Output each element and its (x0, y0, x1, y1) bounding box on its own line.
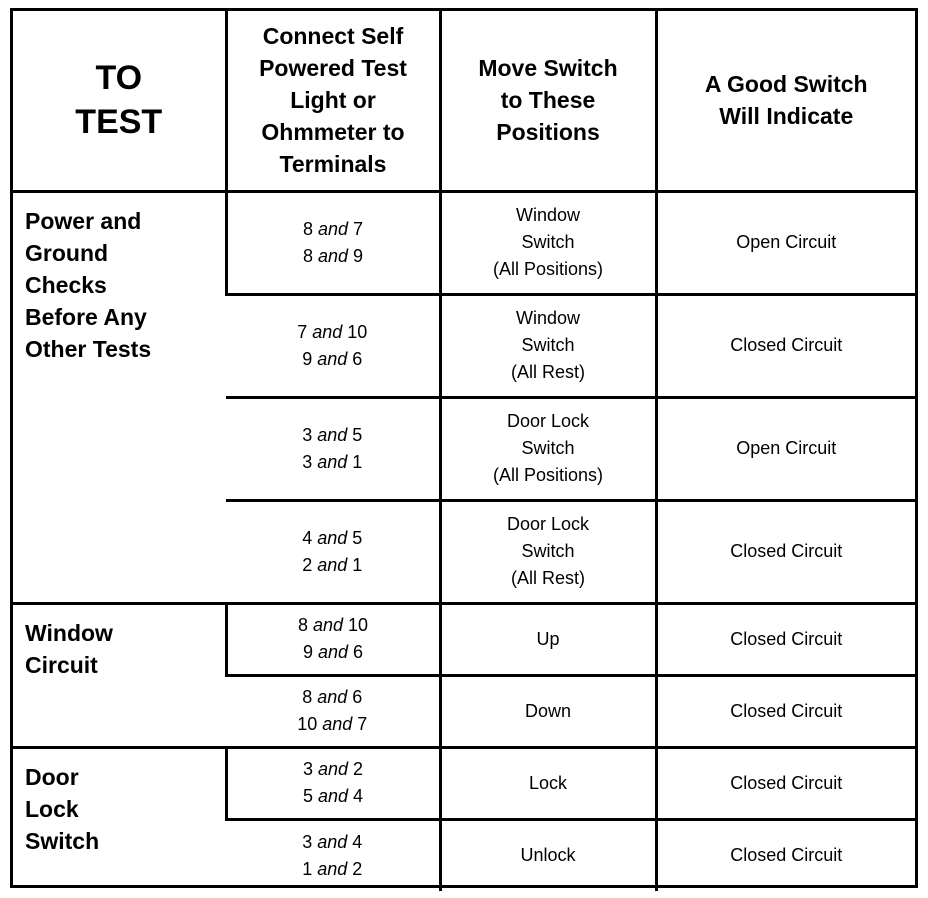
header-line: Light or (290, 87, 376, 114)
table-row (13, 603, 915, 675)
position-line: Switch (521, 335, 575, 355)
header-line: Will Indicate (719, 103, 854, 130)
header-line: Move Switch (478, 55, 618, 82)
terminals-cell (226, 819, 440, 891)
result-cell: Closed Circuit (656, 819, 915, 891)
positions-cell (440, 191, 656, 294)
and-word: and (317, 245, 349, 266)
and-word: and (317, 348, 348, 369)
header-line: TO (95, 59, 143, 98)
header-line: A Good Switch (704, 71, 868, 98)
section-label-line: Checks (25, 271, 107, 298)
section-label-line: Switch (25, 827, 100, 854)
terminal-number: 5 (352, 424, 363, 445)
and-word: and (317, 451, 348, 472)
terminals-cell (226, 500, 440, 603)
terminal-number: 2 (352, 858, 363, 879)
terminal-pair (228, 243, 439, 270)
terminal-number: 6 (352, 687, 363, 707)
position-line: Switch (521, 541, 575, 561)
header-connect-terminals (226, 11, 440, 191)
position-line: (All Rest) (510, 362, 585, 382)
terminal-number: 2 (353, 759, 364, 779)
terminal-pair (226, 552, 439, 579)
terminal-pair (226, 856, 439, 883)
terminal-number: 9 (353, 245, 364, 266)
terminals-cell (226, 675, 440, 747)
terminals-cell (226, 603, 440, 675)
positions-cell (440, 675, 656, 747)
terminal-number: 5 (352, 527, 363, 548)
positions-cell (440, 397, 656, 500)
section-label-line: Lock (25, 795, 79, 822)
section-label (13, 603, 226, 747)
positions-cell (440, 294, 656, 397)
terminal-number: 3 (302, 451, 313, 472)
terminal-number: 3 (302, 424, 313, 445)
section-label-line: Other Tests (25, 335, 152, 362)
header-line: Ohmmeter to (261, 119, 405, 146)
header-line: Positions (496, 119, 600, 146)
position-line: Unlock (520, 845, 576, 866)
terminal-number: 7 (357, 714, 368, 734)
terminal-pair (228, 639, 439, 666)
position-line: Switch (521, 438, 575, 458)
terminal-number: 8 (297, 615, 308, 635)
terminal-number: 1 (302, 858, 313, 879)
terminal-number: 6 (353, 642, 364, 662)
result-cell: Closed Circuit (656, 294, 915, 397)
and-word: and (322, 714, 353, 734)
and-word: and (317, 527, 348, 548)
header-good-switch-indicates (656, 11, 915, 191)
position-line: Door Lock (506, 411, 590, 431)
result-cell: Closed Circuit (656, 603, 915, 675)
terminal-number: 2 (302, 554, 313, 575)
terminal-pair (228, 783, 439, 810)
position-line: Switch (521, 232, 575, 252)
terminal-number: 10 (297, 714, 318, 734)
and-word: and (317, 759, 349, 779)
terminal-pair (228, 216, 439, 243)
result-cell: Closed Circuit (656, 675, 915, 747)
terminal-pair (226, 684, 439, 711)
header-to-test (13, 11, 226, 191)
terminal-pair (226, 829, 439, 856)
position-line: Door Lock (506, 514, 590, 534)
result-cell: Closed Circuit (656, 500, 915, 603)
section-label-line: Circuit (25, 651, 98, 678)
terminal-number: 9 (302, 348, 313, 369)
header-line: to These (500, 87, 596, 114)
section-label-line: Ground (25, 239, 109, 266)
terminal-number: 4 (353, 786, 364, 806)
switch-test-table (13, 11, 915, 891)
terminal-pair (228, 612, 439, 639)
terminal-number: 4 (302, 527, 313, 548)
header-line: Terminals (279, 151, 387, 178)
table-row (13, 747, 915, 819)
terminal-number: 3 (302, 759, 313, 779)
terminal-pair (226, 449, 439, 476)
result-cell: Open Circuit (656, 191, 915, 294)
position-line: (All Positions) (492, 465, 604, 485)
position-line: Window (515, 205, 581, 225)
terminal-number: 8 (302, 245, 313, 266)
terminal-number: 3 (302, 831, 313, 852)
position-line: Lock (528, 772, 568, 793)
header-row (13, 11, 915, 191)
terminal-number: 8 (302, 218, 313, 239)
terminal-pair (226, 525, 439, 552)
position-line: Window (515, 308, 581, 328)
section-label-line: Door (25, 763, 79, 790)
and-word: and (317, 831, 348, 852)
and-word: and (317, 786, 349, 806)
and-word: and (317, 687, 348, 707)
and-word: and (317, 554, 348, 575)
terminal-number: 4 (352, 831, 363, 852)
terminal-number: 1 (352, 451, 363, 472)
terminal-pair (226, 346, 439, 373)
section-label (13, 191, 226, 603)
position-line: Down (524, 700, 572, 721)
section-label-line: Before Any (25, 303, 147, 330)
and-word: and (317, 858, 348, 879)
terminal-number: 10 (348, 615, 369, 635)
result-cell: Closed Circuit (656, 747, 915, 819)
terminal-pair (228, 756, 439, 783)
table-body (13, 191, 915, 891)
header-line: Powered Test (259, 55, 407, 82)
section-label-line: Window (25, 619, 113, 646)
terminal-pair (226, 422, 439, 449)
positions-cell (440, 500, 656, 603)
and-word: and (317, 642, 349, 662)
position-line: (All Positions) (492, 259, 604, 279)
and-word: and (312, 615, 344, 635)
table-row (13, 191, 915, 294)
terminals-cell (226, 294, 440, 397)
terminal-pair (226, 319, 439, 346)
result-cell: Open Circuit (656, 397, 915, 500)
terminals-cell (226, 191, 440, 294)
terminals-cell (226, 397, 440, 500)
header-line: Connect Self (262, 23, 404, 50)
terminal-number: 6 (352, 348, 363, 369)
terminal-number: 1 (352, 554, 363, 575)
section-label (13, 747, 226, 891)
terminal-number: 7 (297, 321, 308, 342)
terminals-cell (226, 747, 440, 819)
and-word: and (312, 321, 343, 342)
terminal-number: 5 (302, 786, 313, 806)
positions-cell (440, 603, 656, 675)
positions-cell (440, 819, 656, 891)
header-line: TEST (75, 103, 163, 142)
position-line: (All Rest) (510, 568, 585, 588)
terminal-number: 8 (302, 687, 313, 707)
terminal-number: 7 (353, 218, 364, 239)
terminal-pair (226, 711, 439, 738)
section-label-line: Power and (25, 207, 142, 234)
header-move-switch (440, 11, 656, 191)
and-word: and (317, 218, 349, 239)
terminal-number: 9 (302, 642, 313, 662)
and-word: and (317, 424, 348, 445)
position-line: Up (536, 628, 560, 649)
positions-cell (440, 747, 656, 819)
terminal-number: 10 (347, 321, 368, 342)
